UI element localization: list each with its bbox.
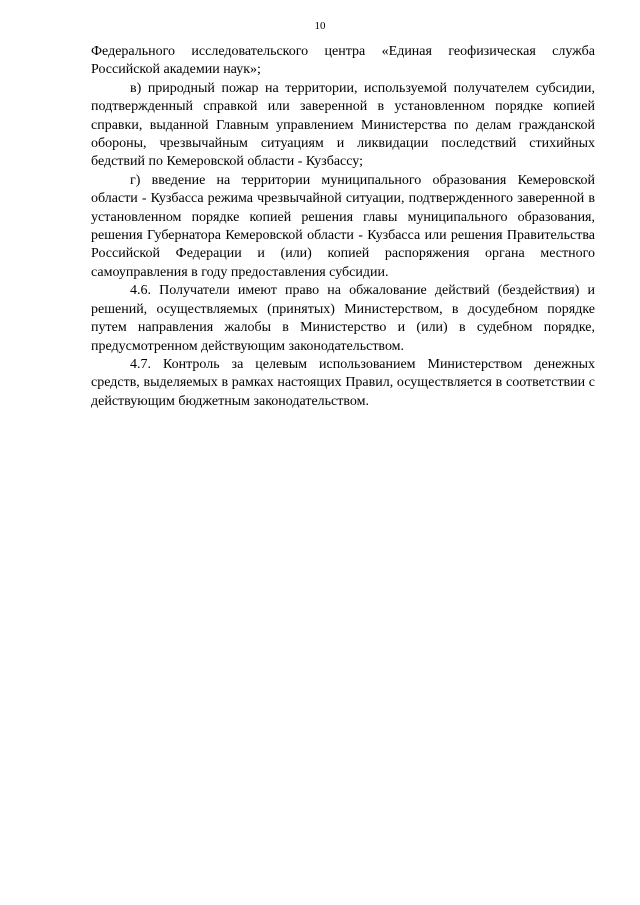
page-number: 10 <box>314 20 326 32</box>
paragraph-4-7: 4.7. Контроль за целевым использованием Министерством денежных средств, выделяемых в рамках настоящих Правил, осуществляется в соответствии с действующим бюджетным законодательством. <box>91 356 595 409</box>
paragraph-4-6: 4.6. Получатели имеют право на обжалование действий (бездействия) и решений, осуществляемых (принятых) Министерством, в досудебном порядке путем направления жалобы в Министерство и (или) в судебном порядке, предусмотренном действующим законодательством. <box>91 283 595 354</box>
paragraph-item-v: в) природный пожар на территории, используемой получателем субсидии, подтвержденный справкой или заверенной в установленном порядке копией справки, выданной Главным управлением Министерства по делам гражданской обороны, чрезвычайным ситуациям и ликвидации последствий стихийных бедствий по Кемеровской области - Кузбассу; <box>91 80 595 170</box>
paragraph-item-g: г) введение на территории муниципального образования Кемеровской области - Кузбасса режима чрезвычайной ситуации, подтвержденного заверенной в установленном порядке копией решения главы муниципального образования, решения Губернатора Кемеровской области - Кузбасса или решения Правительства Российской Федерации и (или) копией распоряжения органа местного самоуправления в году предоставления субсидии. <box>91 172 595 280</box>
paragraph-continuation: Федерального исследовательского центра «Единая геофизическая служба Российской академии наук»; <box>91 44 595 78</box>
document-body <box>91 43 595 411</box>
